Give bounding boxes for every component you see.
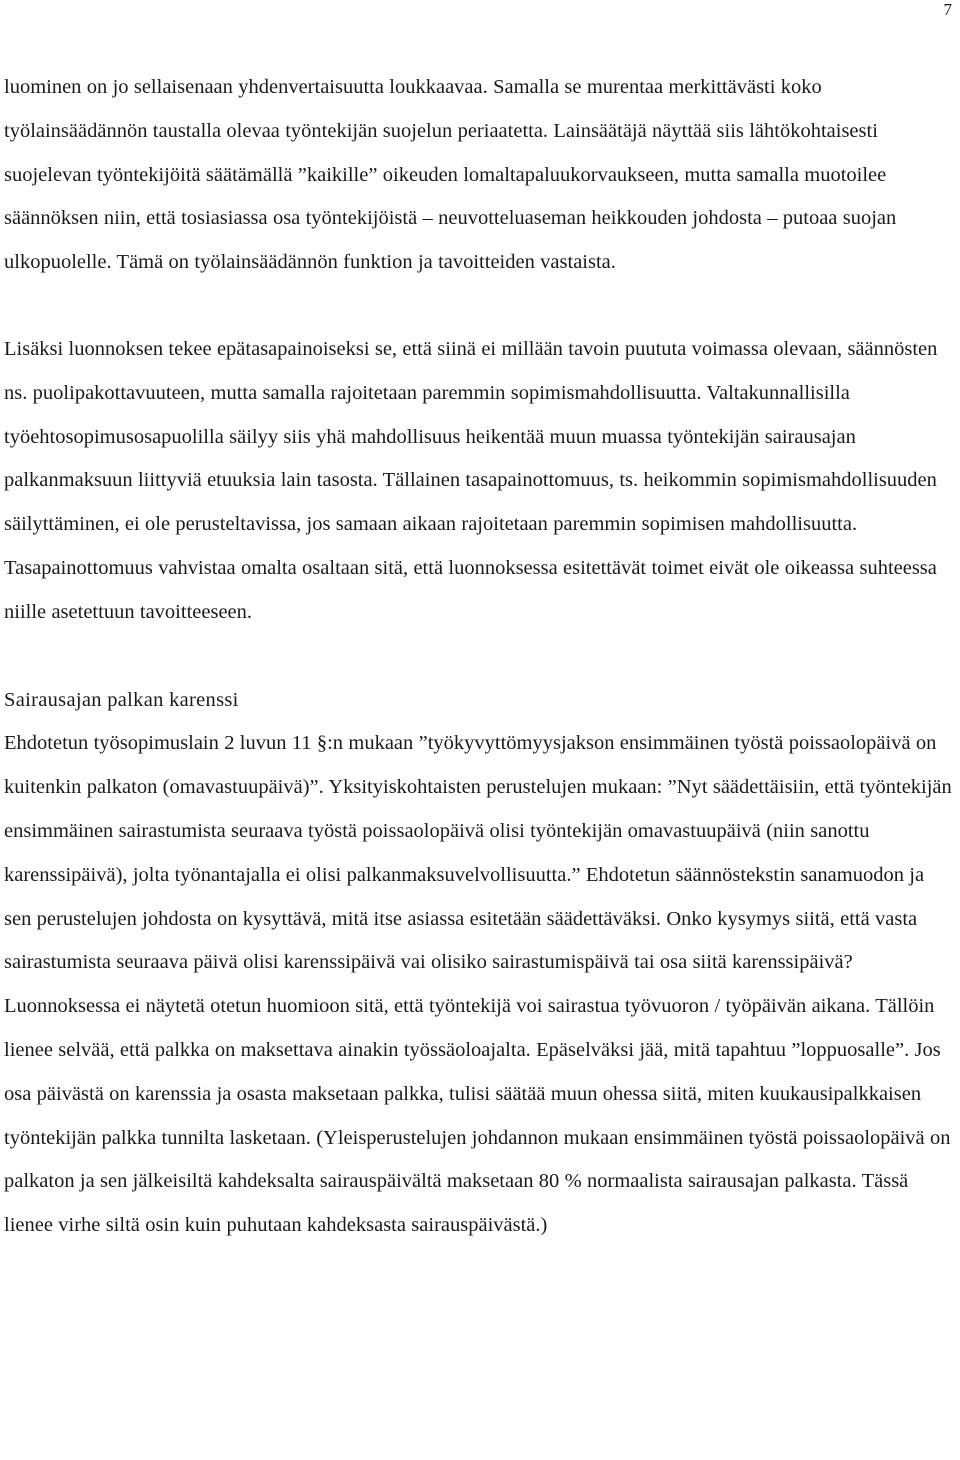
paragraph-spacer xyxy=(4,285,954,328)
paragraph-1: luominen on jo sellaisenaan yhdenvertaisuutta loukkaavaa. Samalla se murentaa merkittävästi koko työlainsäädännön taustalla olevaa työntekijän suojelun periaatetta. Lainsäätäjä näyttää siis lähtökohtaisesti suojelevan työntekijöitä säätämällä ”kaikille” oikeuden lomaltapaluukorvaukseen, mutta samalla muotoilee säännöksen niin, että tosiasiassa osa työntekijöistä – neuvotteluaseman heikkouden johdosta – putoaa suojan ulkopuolelle. Tämä on työlainsäädännön funktion ja tavoitteiden vastaista. xyxy=(4,76,897,274)
section-heading: Sairausajan palkan karenssi xyxy=(4,688,239,711)
page-number: 7 xyxy=(943,0,952,19)
document-body xyxy=(4,66,954,1248)
paragraph-2: Lisäksi luonnoksen tekee epätasapainoiseksi se, että siinä ei millään tavoin puututa voimassa olevaan, säännösten ns. puolipakottavuuteen, mutta samalla rajoitetaan paremmin sopimismahdollisuutta. Valtakunnallisilla työehtosopimusosapuolilla säilyy siis yhä mahdollisuus heikentää muun muassa työntekijän sairausajan palkanmaksuun liittyviä etuuksia lain tasosta. Tällainen tasapainottomuus, ts. heikommin sopimismahdollisuuden säilyttäminen, ei ole perusteltavissa, jos samaan aikaan rajoitetaan paremmin sopimisen mahdollisuutta. Tasapainottomuus vahvistaa omalta osaltaan sitä, että luonnoksessa esitettävät toimet eivät ole oikeassa suhteessa niille asetettuun tavoitteeseen. xyxy=(4,337,938,623)
paragraph-spacer xyxy=(4,635,954,679)
paragraph-3: Ehdotetun työsopimuslain 2 luvun 11 §:n mukaan ”työkyvyttömyysjakson ensimmäinen työstä poissaolopäivä on kuitenkin palkaton (omavastuupäivä)”. Yksityiskohtaisten perustelujen mukaan: ”Nyt säädettäisiin, että työntekijän ensimmäinen sairastumista seuraava työstä poissaolopäivä olisi työntekijän omavastuupäivä (niin sanottu karenssipäivä), jolta työnantajalla ei olisi palkanmaksuvelvollisuutta.” Ehdotetun säännöstekstin sanamuodon ja sen perustelujen johdosta on kysyttävä, mitä itse asiassa esitetään säädettäväksi. Onko kysymys siitä, että vasta sairastumista seuraava päivä olisi karenssipäivä vai olisiko sairastumispäivä tai osa siitä karenssipäivä? Luonnoksessa ei näytetä otetun huomioon sitä, että työntekijä voi sairastua työvuoron / työpäivän aikana. Tällöin lienee selvää, että palkka on maksettava ainakin työssäoloajalta. Epäselväksi jää, mitä tapahtuu ”loppuosalle”. Jos osa päivästä on karenssia ja osasta maksetaan palkka, tulisi säätää muun ohessa siitä, miten kuukausipalkkaisen työntekijän palkka tunnilta lasketaan. (Yleisperustelujen johdannon mukaan ensimmäinen työstä poissaolopäivä on palkaton ja sen jälkeisiltä kahdeksalta sairauspäivältä maksetaan 80 % normaalista sairausajan palkasta. Tässä lienee virhe siltä osin kuin puhutaan kahdeksasta sairauspäivästä.) xyxy=(4,732,952,1237)
